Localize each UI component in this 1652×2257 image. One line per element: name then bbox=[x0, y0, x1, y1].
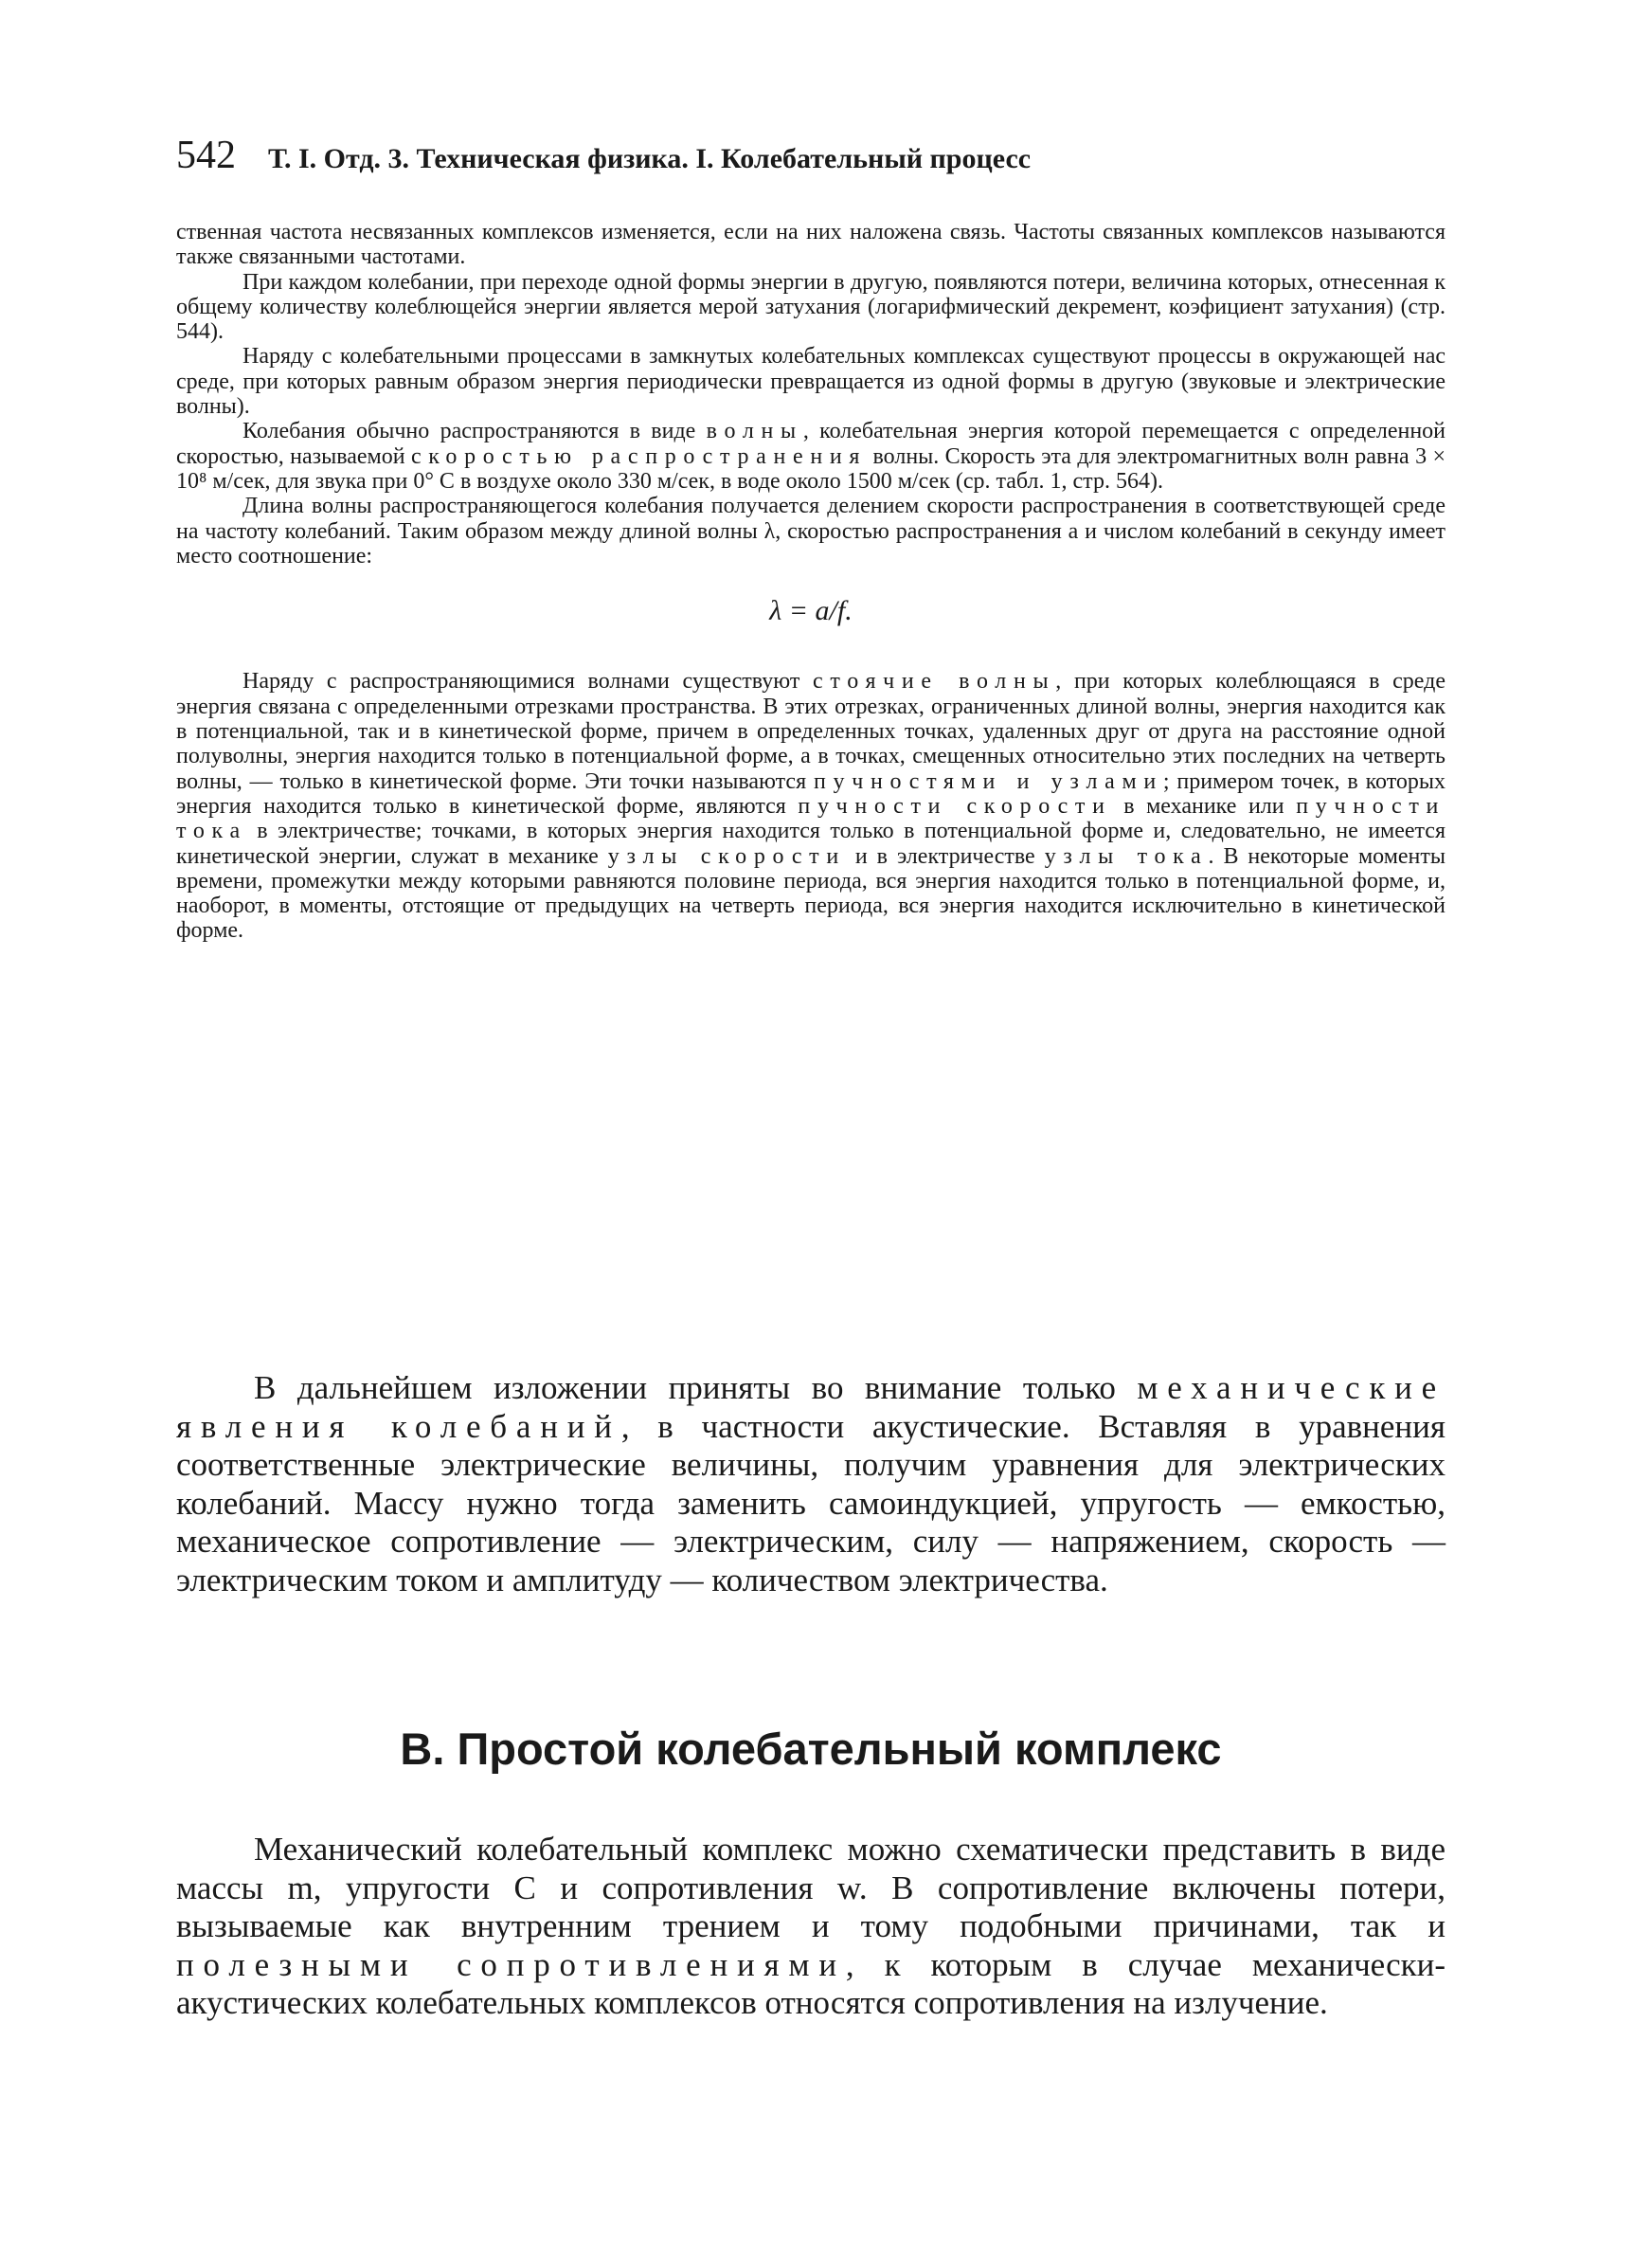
small-print-block bbox=[176, 220, 1446, 944]
paragraph-simple-complex bbox=[176, 1831, 1446, 2023]
spaced-term: механические явления колебаний bbox=[176, 1369, 1446, 1445]
running-title: Т. I. Отд. 3. Техническая физика. I. Колебательный процесс bbox=[268, 143, 1032, 174]
text-run: Наряду с распространяющимися волнами существуют bbox=[242, 669, 800, 695]
spaced-term: полезными сопротивлениями bbox=[176, 1945, 846, 1983]
spaced-term: скоростью распространения bbox=[410, 443, 868, 469]
spaced-term: волны bbox=[706, 419, 803, 444]
text-run: , при которых колеблющаяся в среде энергия связана с определенными отрезками пространства. В этих отрезках, ограниченных длиной волны, энергия находится как в потенциальной, так и в кинетической форме, причем в определенных точках, удаленных друг от друга на расстояние одной полуволны, энергия находится только в потенциальной форме, а в точках, смещенных относительно этих последних на четверть волны, — только в кинетической форме. Эти точки называются bbox=[176, 669, 1446, 794]
spaced-term: пучности тока bbox=[176, 793, 1446, 844]
text-run: Механический колебательный комплекс можно схематически представить в виде массы m, упругости C и сопротивления w. В сопротивление включены потери, вызываемые как внутренним трением и тому подобными причинами, так и bbox=[176, 1831, 1446, 1944]
section-heading: B. Простой колебательный комплекс bbox=[400, 1724, 1222, 1774]
paragraph-losses: При каждом колебании, при переходе одной формы энергии в другую, появляются потери, величина которых, отнесенная к общему количеству колеблющейся энергии является мерой затухания (логарифмический декремент, коэфициент затухания) (стр. 544). bbox=[176, 269, 1446, 345]
paragraph-wavelength: Длина волны распространяющегося колебания получается делением скорости распространения в соответствующей среде на частоту колебаний. Таким образом между длиной волны λ, скоростью распространения a и числом колебаний в секунду имеет место соотношение: bbox=[176, 494, 1446, 569]
text-run: в электричестве; точками, в которых энергия находится только в потенциальной форме и, следовательно, не имеется кинетической энергии, служат в механике bbox=[176, 819, 1446, 869]
text-run: волны. Скорость эта для электромагнитных волн равна 3 × 10⁸ м/сек, для звука при 0° C в воздухе около 330 м/сек, в воде около 1500 м/сек (ср. табл. 1, стр. 564). bbox=[176, 443, 1446, 494]
paragraph-standing-waves bbox=[176, 669, 1446, 943]
paragraph-wave-speed bbox=[176, 419, 1446, 494]
paragraph-waves-intro: Наряду с колебательными процессами в замкнутых колебательных комплексах существуют процессы в окружающей нас среде, при которых равным образом энергия периодически превращается из одной формы в другую (звуковые и электрические волны). bbox=[176, 344, 1446, 420]
text-run: В дальнейшем изложении приняты во внимание только bbox=[254, 1369, 1116, 1406]
text-run: и в электричестве bbox=[854, 843, 1035, 869]
text-run: , колебательная энергия которой перемещается с определенной скоростью, называемой bbox=[176, 419, 1446, 469]
text-run: ; примером точек, в которых энергия находится только в кинетической форме, являются bbox=[176, 768, 1446, 819]
text-run: . В некоторые моменты времени, промежутки между которыми равняются половине периода, вся энергия находится только в потенциальной форме, и, наоборот, в моменты, отстоящие от предыдущих на четверть периода, вся энергия находится исключительно в кинетической форме. bbox=[176, 843, 1446, 944]
spaced-term: стоячие волны bbox=[813, 669, 1056, 695]
section-text-block bbox=[176, 1831, 1446, 2023]
text-run: в механике или bbox=[1123, 793, 1284, 819]
paragraph-mechanical-scope bbox=[176, 1369, 1446, 1599]
running-header bbox=[176, 133, 1446, 178]
text-run: , в частности акустические. Вставляя в уравнения соответственные электрические величины, получим уравнения для электрических колебаний. Массу нужно тогда заменить самоиндукцией, упругость — емкостью, механическое сопротивление — электрическим, силу — напряжением, скорость — электрическим током и амплитуду — количеством электричества. bbox=[176, 1407, 1446, 1598]
wavelength-formula: λ = a/f. bbox=[769, 595, 853, 627]
text-run: Колебания обычно распространяются в виде bbox=[242, 419, 696, 444]
paragraph-continuation: ственная частота несвязанных комплексов изменяется, если на них наложена связь. Частоты связанных комплексов называются также связанными частотами. bbox=[176, 220, 1446, 270]
page-number: 542 bbox=[176, 134, 236, 177]
spaced-term: узлы скорости bbox=[607, 843, 846, 869]
spaced-term: пучности скорости bbox=[798, 793, 1112, 819]
text-run: , к которым в случае механически-акустических колебательных комплексов относятся сопротивления на излучение. bbox=[176, 1945, 1446, 2021]
main-text-block bbox=[176, 1369, 1446, 1599]
spaced-term: узлы тока bbox=[1044, 843, 1209, 869]
spaced-term: пучностями и узлами bbox=[813, 768, 1163, 794]
